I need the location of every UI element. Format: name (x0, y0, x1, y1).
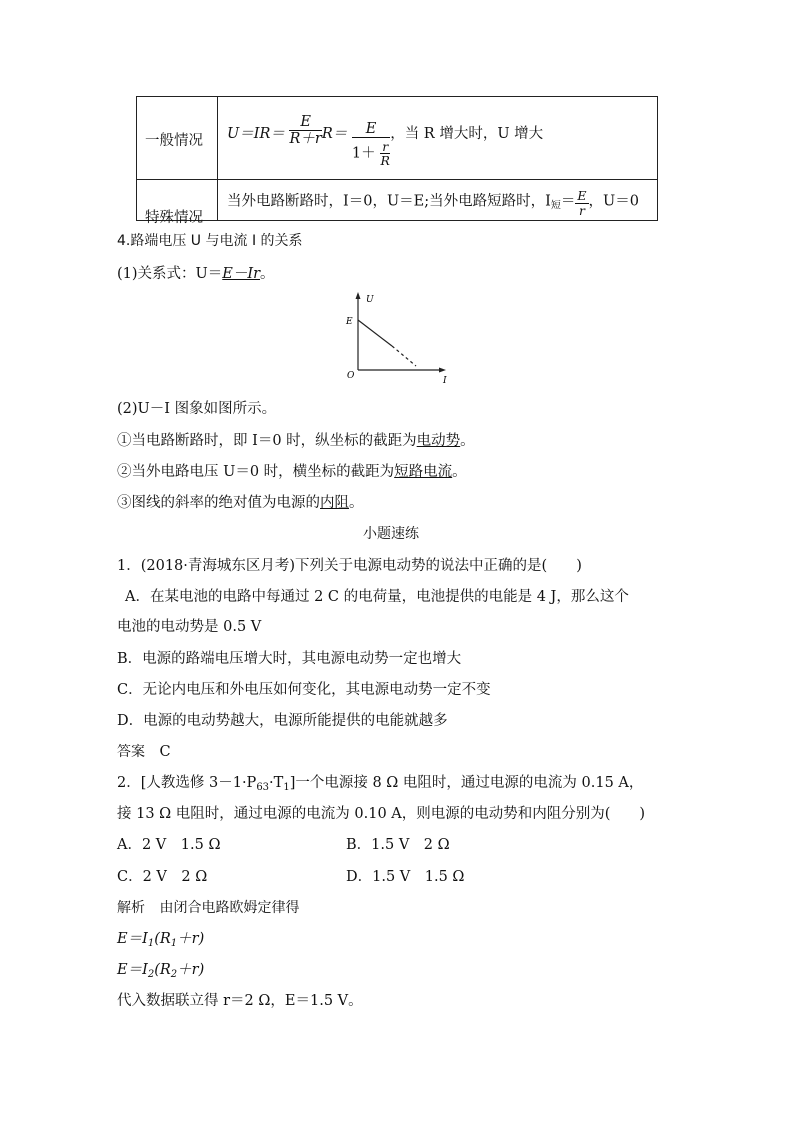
c1-prefix: ①当电路断路时，即 I＝0 时，纵坐标的截距为 (117, 433, 417, 449)
relation-prefix: (1)关系式：U＝ (117, 266, 223, 282)
u-i-line (358, 320, 392, 346)
frac-denominator (352, 138, 390, 167)
frac-numerator: E (577, 188, 587, 203)
table-column-divider (217, 97, 218, 220)
formula-prefix: U＝IR＝ (227, 126, 285, 142)
eq2-sub1: 2 (147, 969, 155, 980)
answer-label: 答案 (117, 744, 145, 760)
frac-denominator: r (578, 203, 585, 218)
formula-suffix: ，当 R 增大时，U 增大 (390, 126, 544, 142)
c1-suffix: 。 (460, 433, 475, 449)
solution-label: 解析 (117, 900, 145, 916)
equation-2 (117, 958, 204, 980)
q1-option-d: D．电源的电动势越大，电源所能提供的电能就越多 (117, 713, 448, 729)
graph-caption: (2)U－I 图象如图所示。 (117, 401, 277, 417)
eq1-sub1: 1 (147, 938, 155, 949)
q1-option-b: B．电源的路端电压增大时，其电源电动势一定也增大 (117, 651, 462, 667)
solution-text: 由闭合电路欧姆定律得 (159, 900, 300, 916)
frac-denominator: R＋r (289, 130, 322, 147)
relation-formula (117, 262, 275, 283)
eq1-sub2: 1 (170, 938, 178, 949)
frac-den-one-plus: 1＋ (351, 145, 376, 162)
table-row-divider (137, 179, 657, 180)
i-axis-arrow (439, 368, 446, 373)
nested-fraction (380, 140, 390, 167)
eq2-a: E＝I (117, 962, 148, 978)
practice-heading: 小题速练 (363, 526, 419, 542)
frac-numerator: E (289, 114, 321, 131)
conclusion-1 (117, 429, 475, 450)
q2-option-c: C．2 V 2 Ω (117, 869, 208, 885)
section-4-title: 4.路端电压 U 与电流 I 的关系 (117, 233, 303, 249)
fraction-e-over-r-plus-r (289, 114, 321, 147)
eq2-sub2: 2 (170, 969, 178, 980)
graph-label-o: O (347, 371, 355, 381)
conclusion-3 (117, 491, 364, 512)
fraction-e-over-1-plus-r-over-r (352, 121, 390, 167)
u-i-line-extension (392, 346, 416, 366)
c1-answer: 电动势 (416, 433, 461, 449)
formula-mid: R＝ (321, 126, 348, 142)
q1-option-c: C．无论内电压和外电压如何变化，其电源电动势一定不变 (117, 682, 491, 698)
graph-label-e: E (346, 317, 353, 327)
eq1-a: E＝I (117, 931, 148, 947)
row2-main-text: 当外电路断路时，I＝0，U＝E;当外电路短路时，I (227, 193, 551, 210)
q2-option-a: A．2 V 1.5 Ω (117, 837, 221, 853)
frac-numerator: E (352, 121, 390, 138)
eq1-c: ＋r) (177, 931, 205, 947)
answer-value: C (159, 744, 171, 760)
q1-stem: 1．(2018·青海城东区月考)下列关于电源电动势的说法中正确的是( ) (117, 558, 582, 574)
q1-option-a-line1: A．在某电池的电路中每通过 2 C 的电荷量，电池提供的电能是 4 J，那么这个 (125, 589, 629, 605)
row2-equals: ＝ (560, 193, 576, 210)
q2-sub-2: 1 (283, 782, 290, 793)
row1-formula (227, 111, 544, 168)
row2-text (227, 187, 639, 216)
row2-label: 特殊情况 (145, 210, 203, 226)
nested-denominator: R (380, 153, 390, 168)
row2-tail: ，U＝0 (588, 193, 639, 210)
c3-answer: 内阻 (320, 495, 349, 511)
q2-stem-line2: 接 13 Ω 电阻时，通过电源的电流为 0.10 A，则电源的电动势和内阻分别为( ) (117, 806, 646, 822)
c2-suffix: 。 (452, 464, 467, 480)
u-i-graph (340, 290, 455, 385)
c2-prefix: ②当外电路电压 U＝0 时，横坐标的截距为 (117, 464, 395, 480)
q2-line1-b: ·T (269, 775, 284, 791)
eq2-c: ＋r) (177, 962, 205, 978)
summary-table (136, 96, 658, 226)
equation-1 (117, 927, 204, 949)
c3-suffix: 。 (349, 495, 364, 511)
c3-prefix: ③图线的斜率的绝对值为电源的 (117, 495, 320, 511)
q2-line1-c: ]一个电源接 8 Ω 电阻时，通过电源的电流为 0.15 A， (289, 775, 644, 791)
relation-suffix: 。 (260, 266, 275, 282)
solution-line (117, 896, 300, 917)
q2-sub-1: 63 (256, 782, 270, 793)
graph-label-u: U (366, 295, 374, 305)
u-axis-arrow (356, 292, 361, 299)
graph-label-i: I (443, 376, 447, 385)
q1-answer (117, 740, 171, 761)
q2-line1-a: 2．[人教选修 3－1·P (117, 775, 257, 791)
q2-option-b: B．1.5 V 2 Ω (346, 837, 450, 853)
fraction-e-over-r (575, 189, 588, 218)
c2-answer: 短路电流 (394, 464, 453, 480)
row2-subscript: 短 (550, 200, 561, 212)
nested-numerator: r (382, 139, 389, 154)
relation-answer: E－Ir (222, 266, 261, 282)
eq1-b: (R (154, 931, 171, 947)
q2-stem-line1 (117, 771, 643, 793)
eq2-b: (R (154, 962, 171, 978)
final-result: 代入数据联立得 r＝2 Ω，E＝1.5 V。 (117, 993, 363, 1009)
q2-option-d: D．1.5 V 1.5 Ω (346, 869, 465, 885)
row1-label: 一般情况 (145, 133, 203, 149)
q1-option-a-line2: 电池的电动势是 0.5 V (117, 619, 262, 635)
conclusion-2 (117, 460, 467, 481)
